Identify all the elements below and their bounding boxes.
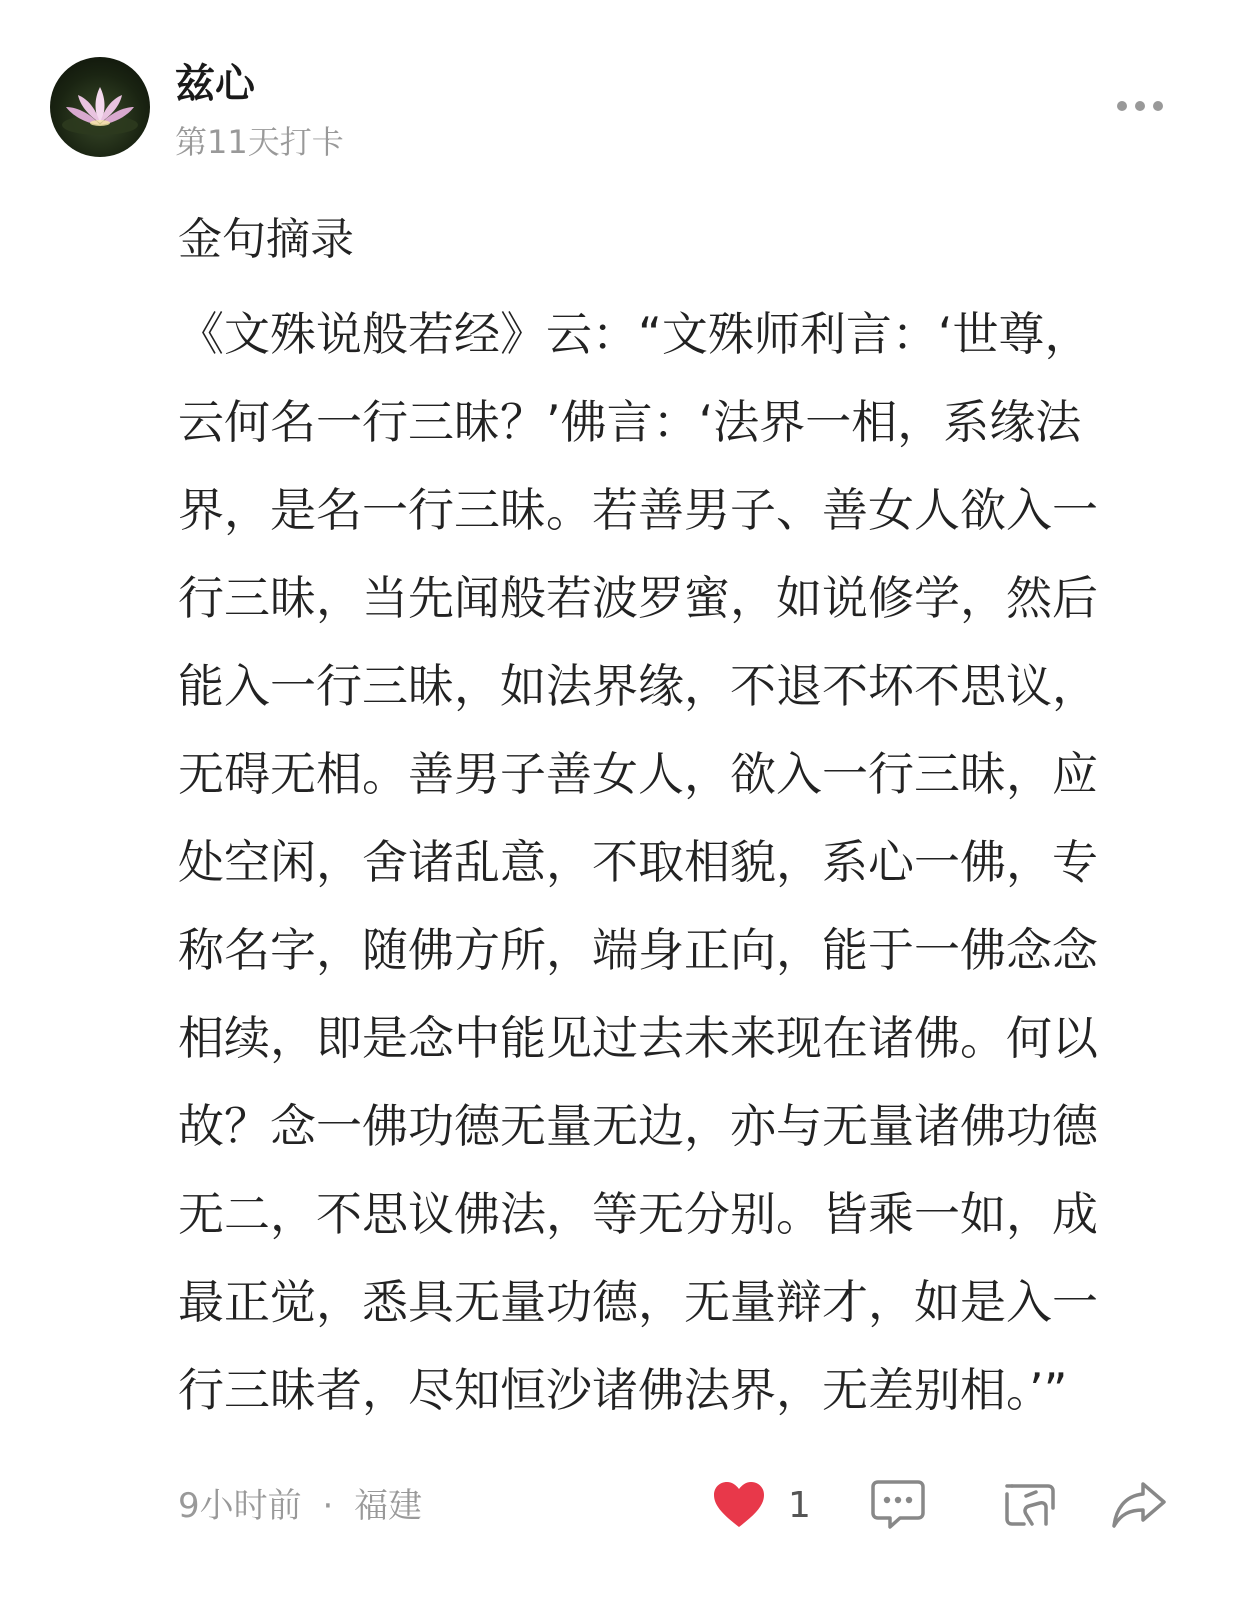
body-line: 无二，不思议佛法，等无分别。皆乘一如，成 [178, 1187, 1098, 1241]
like-button[interactable] [712, 1478, 832, 1534]
comment-bubble-icon [870, 1478, 926, 1532]
body-line: 相续，即是念中能见过去未来现在诸佛。何以 [178, 1011, 1098, 1065]
body-line: 故？念一佛功德无量无边，亦与无量诸佛功德 [178, 1099, 1098, 1153]
avatar[interactable] [50, 57, 150, 157]
body-line: 行三昧，当先闻般若波罗蜜，如说修学，然后 [178, 571, 1098, 625]
more-button[interactable] [1112, 90, 1168, 122]
body-line: 《文殊说般若经》云：“文殊师利言：‘世尊， [178, 307, 1091, 361]
post-title: 金句摘录 [178, 214, 354, 265]
author-name[interactable]: 兹心 [175, 61, 255, 107]
body-line: 无碍无相。善男子善女人，欲入一行三昧，应 [178, 747, 1098, 801]
lotus-avatar-icon [50, 57, 150, 157]
like-count: 1 [788, 1485, 811, 1526]
repost-icon [1002, 1478, 1058, 1532]
body-line: 称名字，随佛方所，端身正向，能于一佛念念 [178, 923, 1098, 977]
share-button[interactable] [1110, 1478, 1168, 1534]
post-location: 福建 [354, 1486, 423, 1526]
comment-button[interactable] [870, 1478, 926, 1534]
body-line: 处空闲，舍诸乱意，不取相貌，系心一佛，专 [178, 835, 1098, 889]
body-line: 最正觉，悉具无量功德，无量辩才，如是入一 [178, 1275, 1098, 1329]
more-dots-icon [1112, 90, 1168, 122]
body-line: 能入一行三昧，如法界缘，不退不坏不思议， [178, 659, 1098, 713]
post-subtitle: 第11天打卡 [175, 123, 344, 161]
share-arrow-icon [1110, 1478, 1168, 1532]
post-time: 9小时前 [178, 1486, 302, 1526]
body-line: 行三昧者，尽知恒沙诸佛法界，无差别相。’” [178, 1363, 1068, 1417]
body-line: 云何名一行三昧？’佛言：‘法界一相，系缘法 [178, 395, 1082, 449]
post-meta [178, 1482, 422, 1530]
post-body [178, 290, 1158, 1434]
body-line: 界，是名一行三昧。若善男子、善女人欲入一 [178, 483, 1098, 537]
repost-button[interactable] [1002, 1478, 1058, 1534]
heart-icon [712, 1480, 766, 1530]
meta-separator: · [322, 1486, 334, 1526]
